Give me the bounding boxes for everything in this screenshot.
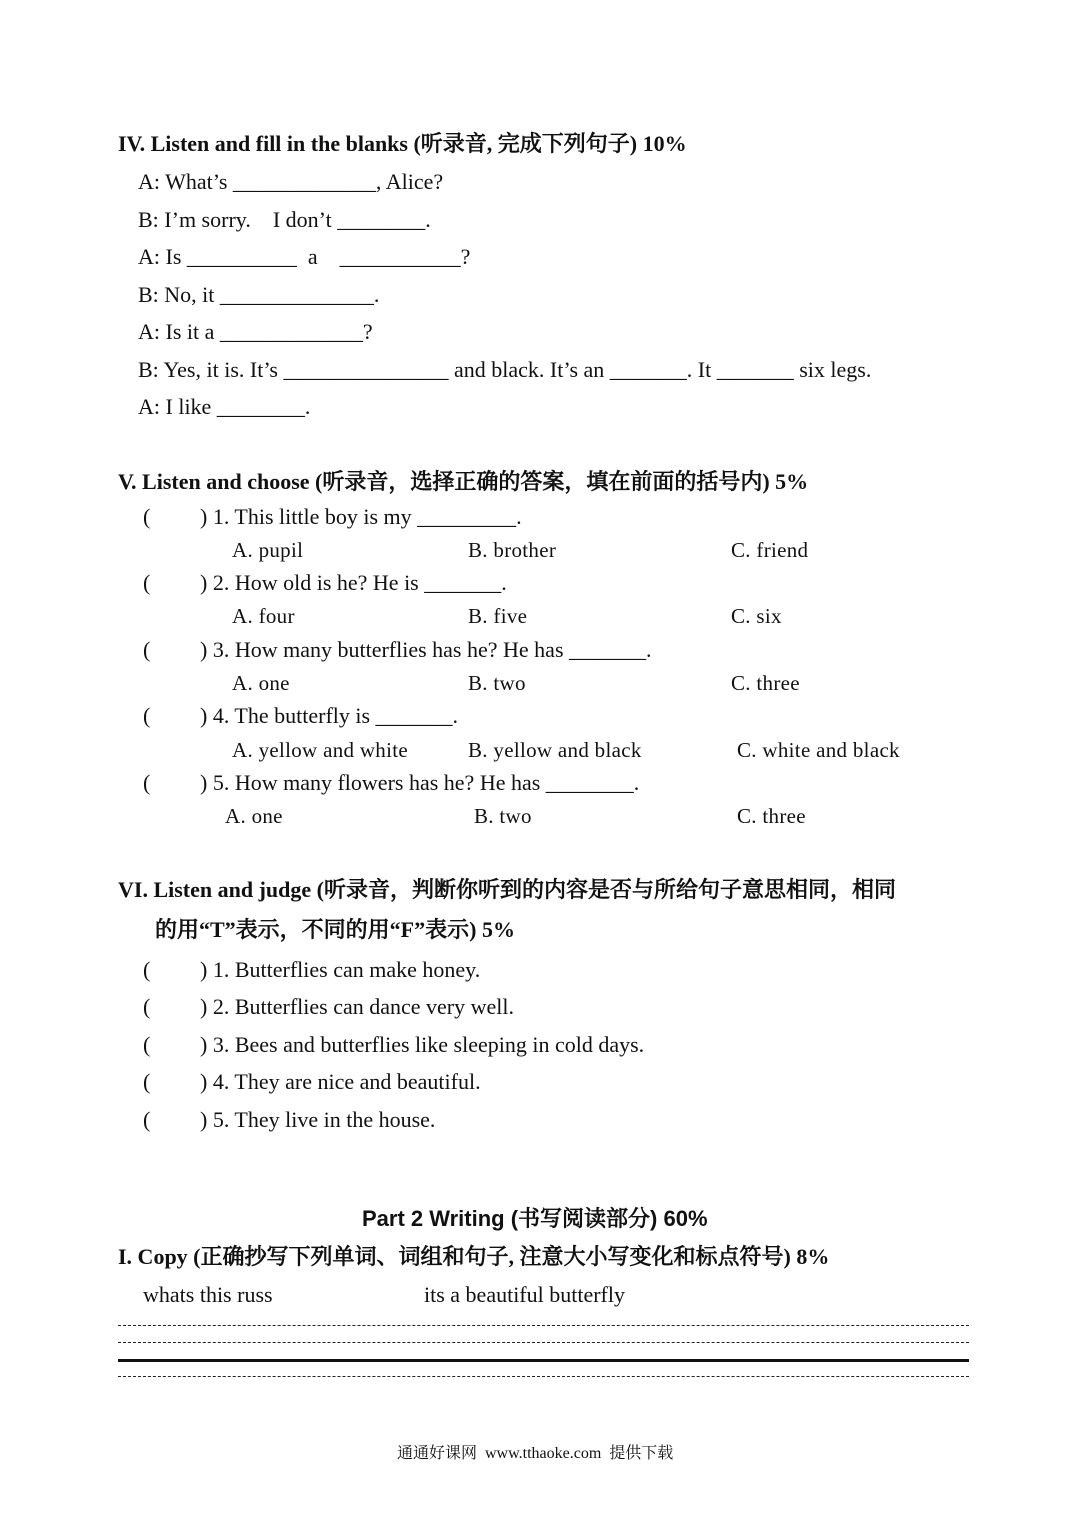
choice-5-option-c: C. three: [737, 804, 806, 828]
writing-line-dashed: [118, 1325, 969, 1326]
choice-3-option-a: A. one: [232, 671, 290, 695]
judge-item-3: ) 3. Bees and butterflies like sleeping in cold days.: [200, 1032, 645, 1057]
choice-1-option-c: C. friend: [731, 538, 809, 562]
choice-2-option-c: C. six: [731, 604, 782, 628]
choice-question-1: ) 1. This little boy is my _________.: [200, 504, 522, 529]
choice-2-option-b: B. five: [468, 604, 528, 628]
choice-question-3: ) 3. How many butterflies has he? He has _______.: [200, 637, 652, 662]
answer-paren: (: [143, 637, 151, 662]
writing-line-dashed: [118, 1376, 969, 1377]
judge-item-2: ) 2. Butterflies can dance very well.: [200, 994, 514, 1019]
section-4-heading: IV. Listen and fill in the blanks (听录音, 完成下列句子) 10%: [118, 131, 687, 156]
answer-paren: (: [143, 504, 151, 529]
footer-source: 通通好课网 www.tthaoke.com 提供下载: [397, 1445, 674, 1462]
answer-paren: (: [143, 957, 151, 982]
fill-line-6: B: Yes, it is. It’s _______________ and black. It’s an _______. It _______ six legs.: [138, 357, 872, 382]
choice-3-option-c: C. three: [731, 671, 800, 695]
fill-line-7: A: I like ________.: [138, 394, 311, 419]
fill-line-1: A: What’s _____________, Alice?: [138, 169, 444, 194]
copy-item-1: whats this russ: [143, 1282, 273, 1307]
answer-paren: (: [143, 994, 151, 1019]
answer-paren: (: [143, 570, 151, 595]
choice-3-option-b: B. two: [468, 671, 526, 695]
choice-5-option-a: A. one: [225, 804, 283, 828]
part-2-title: Part 2 Writing (书写阅读部分) 60%: [362, 1206, 708, 1231]
choice-question-2: ) 2. How old is he? He is _______.: [200, 570, 507, 595]
section-5-heading: V. Listen and choose (听录音，选择正确的答案，填在前面的括号内) 5%: [118, 469, 809, 494]
choice-1-option-a: A. pupil: [232, 538, 304, 562]
writing-line-baseline: [118, 1359, 969, 1362]
choice-1-option-b: B. brother: [468, 538, 557, 562]
choice-2-option-a: A. four: [232, 604, 295, 628]
fill-line-2: B: I’m sorry. I don’t ________.: [138, 207, 431, 232]
choice-question-5: ) 5. How many flowers has he? He has ________.: [200, 770, 640, 795]
answer-paren: (: [143, 1107, 151, 1132]
judge-item-1: ) 1. Butterflies can make honey.: [200, 957, 481, 982]
copy-item-2: its a beautiful butterfly: [424, 1282, 625, 1307]
section-6-heading-line-2: 的用“T”表示，不同的用“F”表示) 5%: [155, 917, 515, 942]
fill-line-3: A: Is __________ a ___________?: [138, 244, 471, 269]
choice-5-option-b: B. two: [474, 804, 532, 828]
choice-4-option-a: A. yellow and white: [232, 738, 408, 762]
answer-paren: (: [143, 703, 151, 728]
choice-4-option-b: B. yellow and black: [468, 738, 642, 762]
fill-line-4: B: No, it ______________.: [138, 282, 380, 307]
section-6-heading-line-1: VI. Listen and judge (听录音，判断你听到的内容是否与所给句子意思相同，相同: [118, 877, 896, 902]
choice-question-4: ) 4. The butterfly is _______.: [200, 703, 459, 728]
judge-item-4: ) 4. They are nice and beautiful.: [200, 1069, 481, 1094]
answer-paren: (: [143, 1069, 151, 1094]
answer-paren: (: [143, 1032, 151, 1057]
fill-line-5: A: Is it a _____________?: [138, 319, 373, 344]
judge-item-5: ) 5. They live in the house.: [200, 1107, 436, 1132]
writing-line-dashed: [118, 1342, 969, 1343]
choice-4-option-c: C. white and black: [737, 738, 900, 762]
copy-heading: I. Copy (正确抄写下列单词、词组和句子, 注意大小写变化和标点符号) 8%: [118, 1244, 830, 1269]
answer-paren: (: [143, 770, 151, 795]
